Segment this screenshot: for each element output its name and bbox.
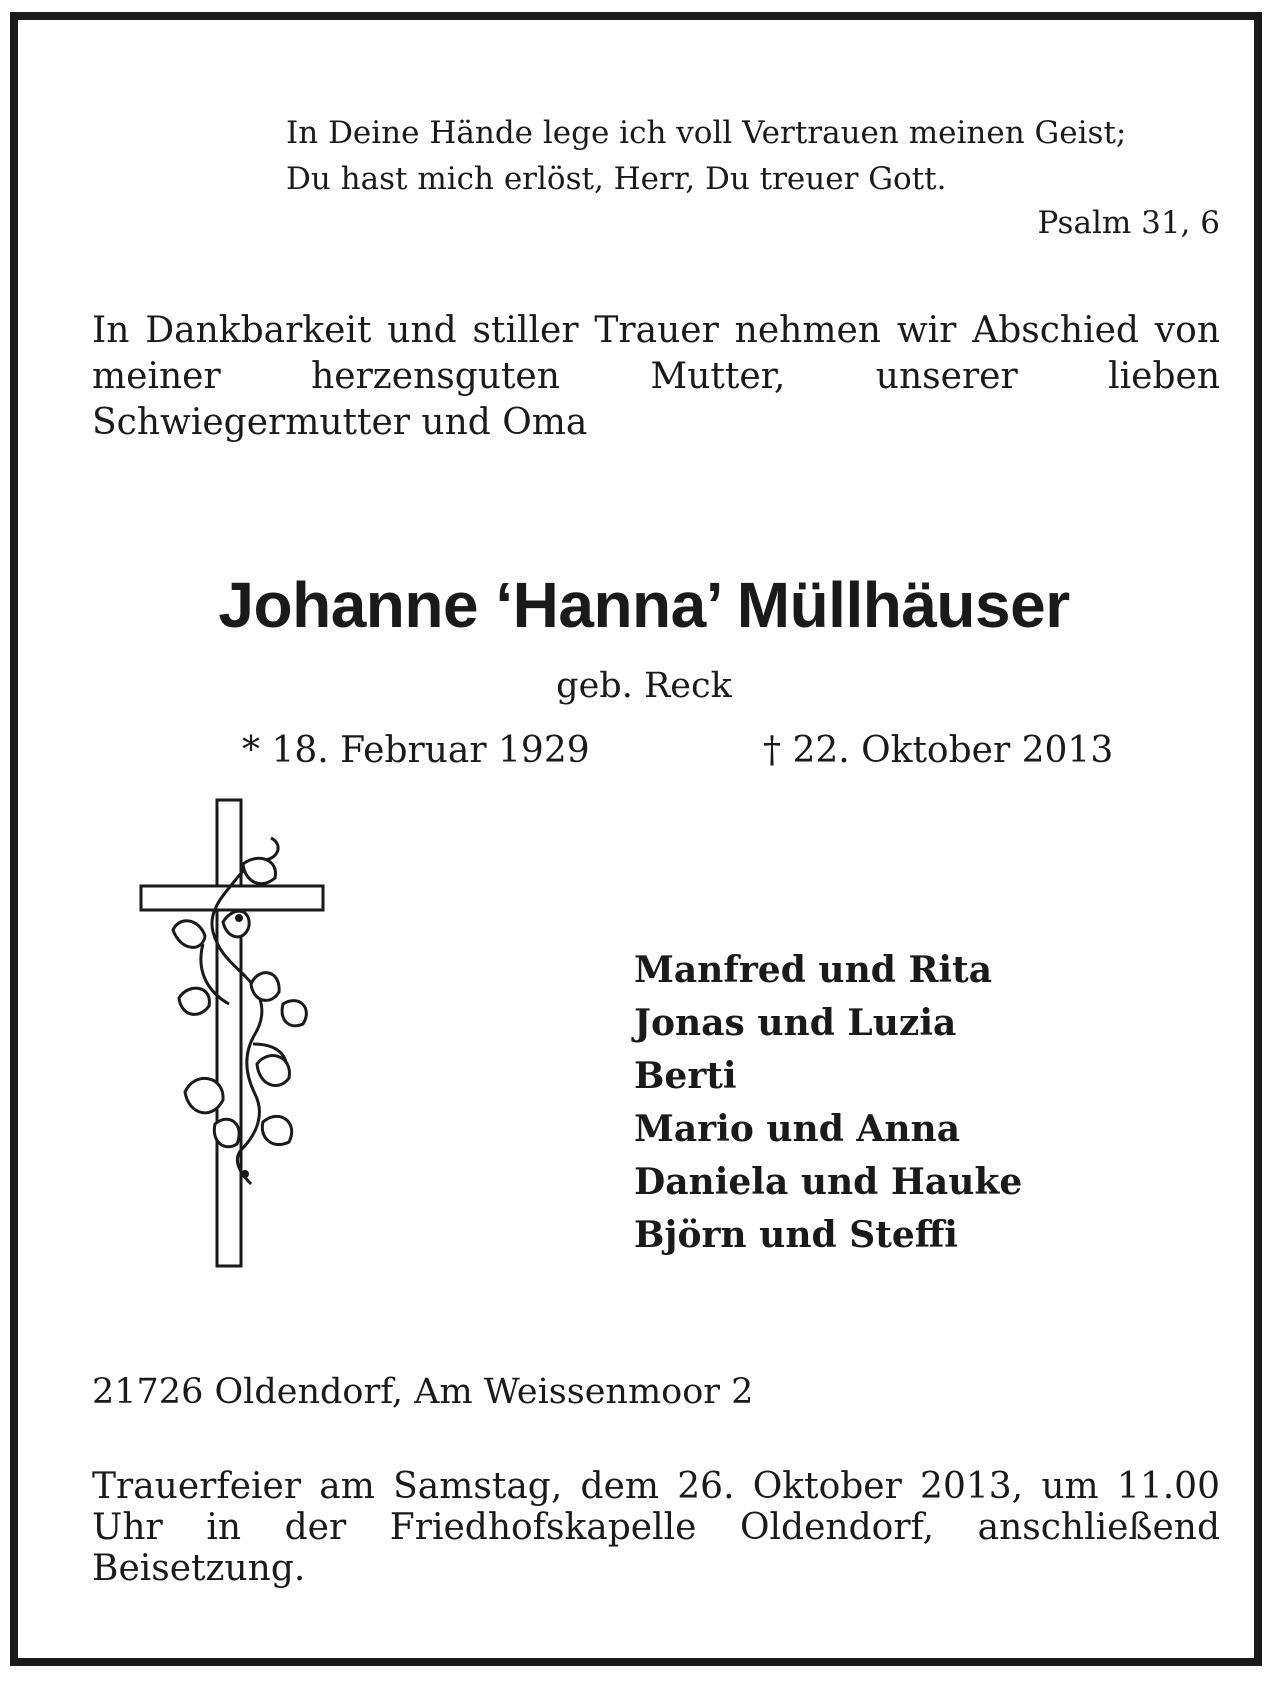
service-info: Trauerfeier am Samstag, dem 26. Oktober 2013, um 11.00 Uhr in der Friedhofskapelle Oldendorf, anschließend Beisetzung. bbox=[92, 1466, 1220, 1589]
deceased-name: Johanne ‘Hanna’ Müllhäuser bbox=[218, 569, 1070, 641]
verse-line-1: In Deine Hände lege ich voll Vertrauen meinen Geist; bbox=[286, 115, 1127, 151]
family-member: Björn und Steffi bbox=[634, 1214, 958, 1256]
family-member: Mario und Anna bbox=[634, 1108, 961, 1150]
family-member: Berti bbox=[634, 1055, 737, 1097]
death-date: † 22. Oktober 2013 bbox=[763, 730, 1114, 771]
family-list bbox=[634, 944, 1022, 1262]
psalm-verse bbox=[286, 110, 1220, 244]
family-member: Jonas und Luzia bbox=[634, 1002, 957, 1044]
verse-reference: Psalm 31, 6 bbox=[1037, 205, 1220, 241]
intro-text: In Dankbarkeit und stiller Trauer nehmen wir Abschied von meiner herzensguten Mutter, unserer lieben Schwiegermutter und Oma bbox=[92, 310, 1220, 443]
family-member: Daniela und Hauke bbox=[634, 1161, 1023, 1203]
birth-date: * 18. Februar 1929 bbox=[242, 730, 590, 771]
obituary-notice bbox=[10, 12, 1262, 1666]
family-member: Manfred und Rita bbox=[634, 949, 993, 991]
born-name: geb. Reck bbox=[556, 666, 732, 706]
verse-line-2: Du hast mich erlöst, Herr, Du treuer Gott. bbox=[286, 161, 947, 197]
cross-with-vine-icon bbox=[133, 794, 333, 1274]
address: 21726 Oldendorf, Am Weissenmoor 2 bbox=[92, 1372, 754, 1412]
